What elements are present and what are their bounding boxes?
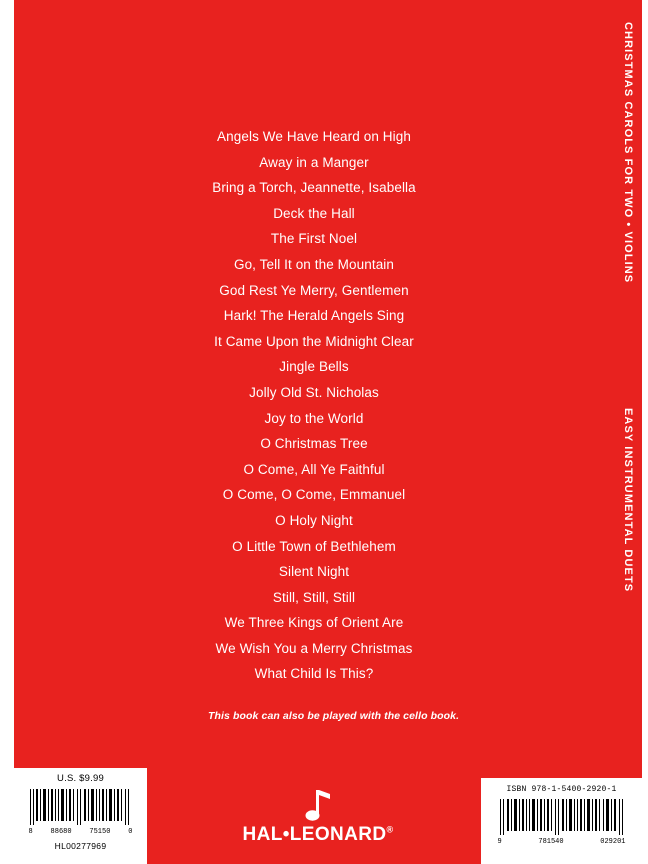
list-item: Silent Night (278, 564, 350, 580)
music-note-icon (303, 788, 333, 822)
list-item: O Little Town of Bethlehem (232, 538, 396, 554)
hal-leonard-product-number: HL00277969 (54, 841, 107, 851)
list-item: Still, Still, Still (272, 589, 356, 605)
hal-leonard-logo (218, 788, 418, 846)
list-item: The First Noel (270, 231, 358, 247)
list-item: Go, Tell It on the Mountain (233, 256, 395, 272)
list-item: What Child Is This? (254, 666, 374, 682)
list-item: Deck the Hall (273, 205, 355, 221)
isbn-digits (498, 838, 626, 846)
isbn-digit-left: 9 (497, 838, 502, 846)
isbn-barcode-icon (495, 797, 629, 837)
upc-digit-group-1: 88680 (50, 828, 72, 836)
list-item: O Come, All Ye Faithful (243, 461, 385, 477)
spine-subtitle: EASY INSTRUMENTAL DUETS (622, 408, 634, 593)
price-label: U.S. $9.99 (57, 773, 104, 784)
list-item: We Three Kings of Orient Are (224, 615, 404, 631)
list-item: O Christmas Tree (260, 436, 368, 452)
list-item: Jingle Bells (279, 359, 349, 375)
isbn-label: ISBN 978-1-5400-2920-1 (506, 785, 617, 794)
right-edge-strip (642, 0, 648, 864)
list-item: Away in a Manger (259, 154, 369, 170)
logo-wordmark (218, 824, 418, 846)
list-item: O Come, O Come, Emmanuel (222, 487, 406, 503)
list-item: Bring a Torch, Jeannette, Isabella (212, 180, 416, 196)
upc-barcode-icon (26, 787, 136, 827)
registered-mark: ® (386, 824, 394, 835)
logo-text-label: HAL•LEONARD (242, 824, 387, 845)
isbn-digit-group-2: 029201 (600, 838, 626, 846)
song-list (14, 124, 614, 687)
list-item: Angels We Have Heard on High (217, 129, 411, 144)
list-item: Joy to the World (264, 410, 364, 426)
list-item: We Wish You a Merry Christmas (215, 640, 413, 656)
isbn-digit-group-1: 781540 (538, 838, 564, 846)
upc-digit-left: 8 (28, 828, 33, 836)
spine-title: CHRISTMAS CAROLS FOR TWO • VIOLINS (622, 22, 634, 284)
list-item: Hark! The Herald Angels Sing (223, 308, 405, 324)
list-item: O Holy Night (275, 512, 353, 528)
cello-book-note: This book can also be played with the cello book. (208, 710, 460, 722)
list-item: God Rest Ye Merry, Gentlemen (219, 282, 409, 298)
upc-digit-right: 0 (128, 828, 133, 836)
left-edge-strip (0, 0, 14, 864)
upc-digit-group-2: 75150 (89, 828, 111, 836)
list-item: Jolly Old St. Nicholas (249, 384, 379, 400)
isbn-barcode-block (481, 778, 642, 864)
upc-digits (29, 828, 133, 836)
upc-barcode-block (14, 768, 147, 864)
list-item: It Came Upon the Midnight Clear (214, 333, 414, 349)
